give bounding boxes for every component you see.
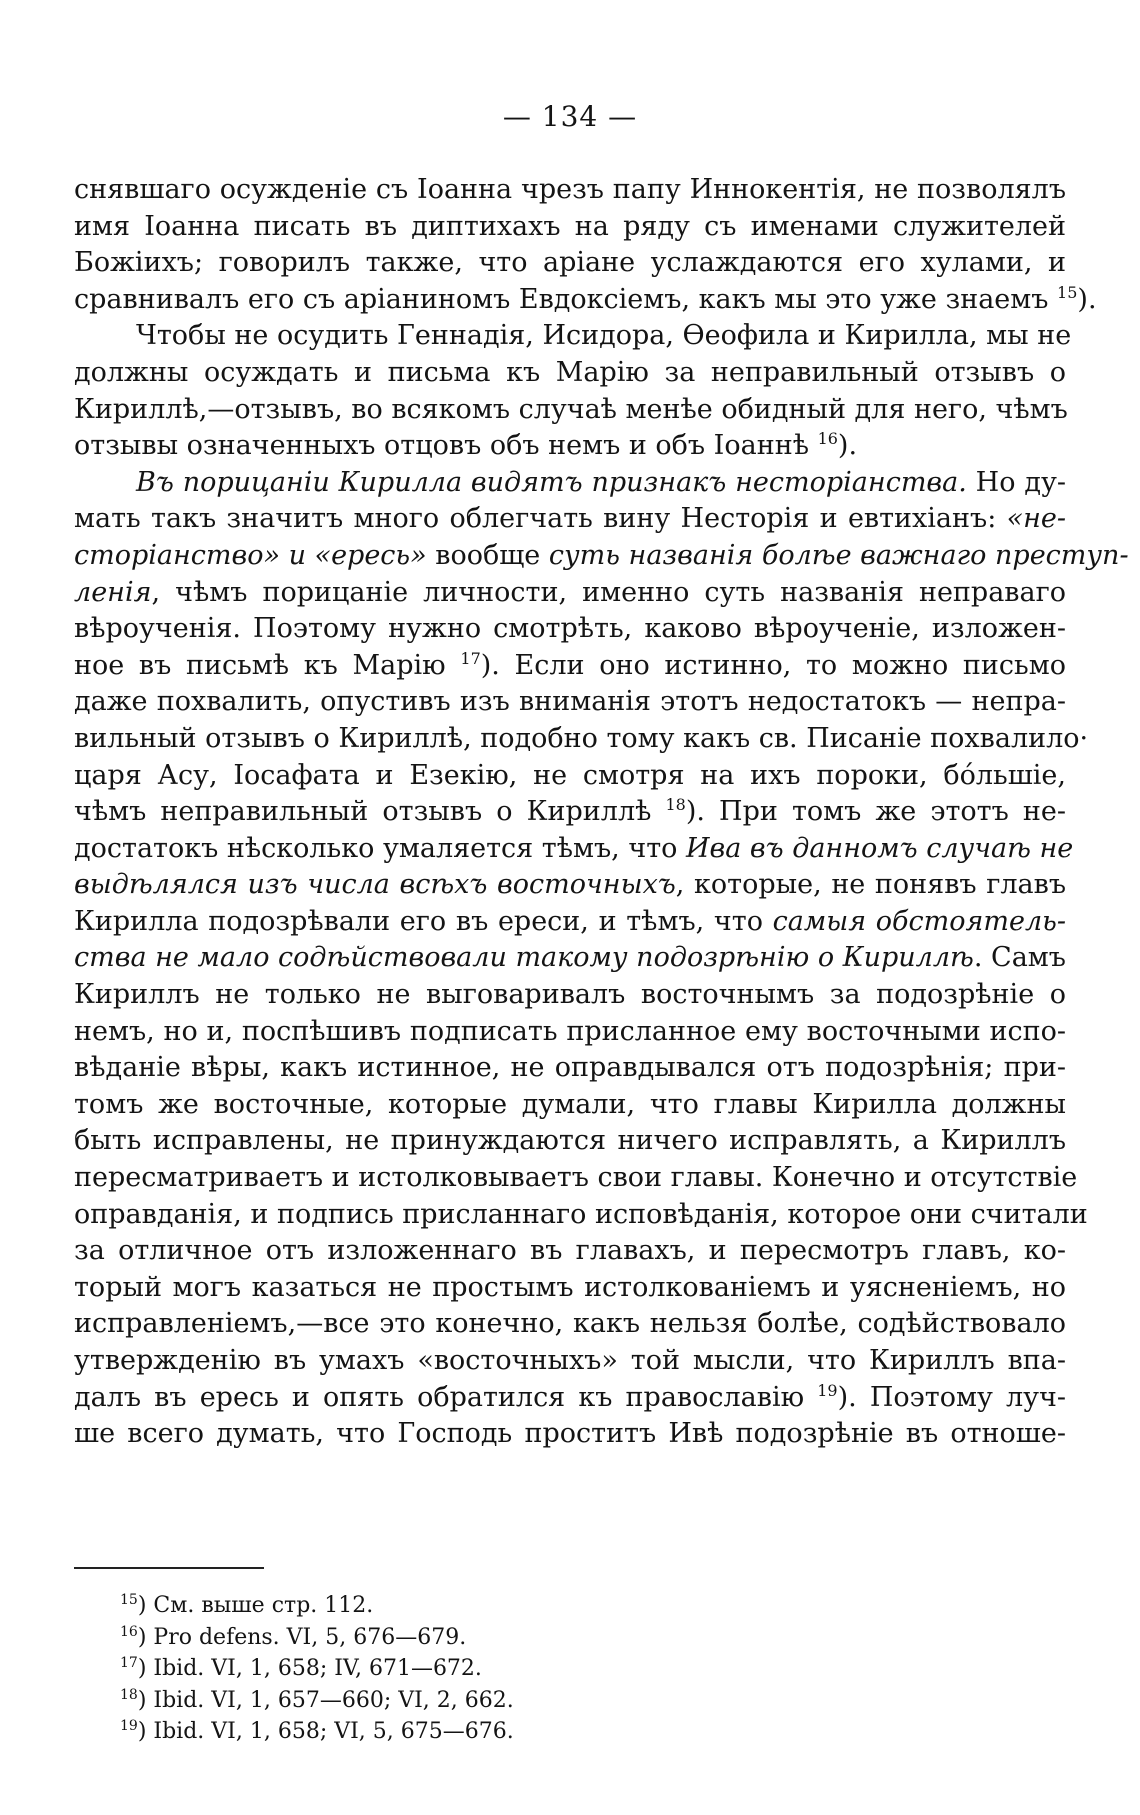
text-line: должны осуждать и письма къ Марію за неправильный отзывъ о [74,356,1066,388]
footnote-divider [74,1567,264,1569]
footnote: $^{19}$) Ibid. VI, 1, 658; VI, 5, 675—676. [120,1718,514,1744]
footnote: $^{16}$) Pro defens. VI, 5, 676—679. [120,1623,467,1650]
text-line: Кирилла подозрѣвали его въ ереси, и тѣмъ, что самыя обстоятель- [74,905,1066,937]
text-line: даже похвалить, опустивъ изъ вниманія этотъ недостатокъ — непра- [74,686,1066,718]
footnote: $^{15}$) См. выше стр. 112. [120,1592,374,1618]
text-line: сторіанство» и «ересь» вообще суть названія болѣе важнаго преступ- [74,539,1129,571]
footnote: $^{17}$) Ibid. VI, 1, 658; IV, 671—672. [120,1655,482,1681]
text-line: царя Асу, Іосафата и Езекію, не смотря на ихъ пороки, бóльшіе, [74,759,1066,791]
text-line: сравнивалъ его съ аріаниномъ Евдоксіемъ, какъ мы это уже знаемъ $^{15}$). [74,282,1097,315]
text-line: ленія, чѣмъ порицаніе личности, именно суть названія неправаго [74,576,1066,608]
footnote-ref: 16 [817,429,838,449]
text-line: выдѣлялся изъ числа всѣхъ восточныхъ, которые, не понявъ главъ [74,869,1066,901]
text-line: снявшаго осужденіе съ Іоанна чрезъ папу Иннокентія, не позволялъ [74,174,1066,205]
footnote-ref: 19 [817,1380,838,1400]
text-line: ше всего думать, что Господь проститъ Ивѣ подозрѣніе въ отноше- [74,1418,1066,1450]
text-line: чѣмъ неправильный отзывъ о Кириллѣ $^{18}$). При томъ же этотъ не- [74,795,1066,828]
text-line: достатокъ нѣсколько умаляется тѣмъ, что Ива въ данномъ случаѣ не [74,832,1074,864]
footnote-ref: 18 [665,795,686,815]
footnote: $^{18}$) Ibid. VI, 1, 657—660; VI, 2, 662. [120,1686,514,1713]
footnote-ref: 15 [1057,282,1078,302]
page-number: — 134 — [502,100,638,133]
footnote-number: 18 [120,1686,138,1703]
text-line: утвержденію въ умахъ «восточныхъ» той мысли, что Кириллъ впа- [74,1345,1066,1376]
text-line: вѣроученія. Поэтому нужно смотрѣть, каково вѣроученіе, изложен- [74,613,1066,645]
text-line: Кириллъ не только не выговаривалъ восточнымъ за подозрѣніе о [74,979,1066,1011]
text-line: имя Іоанна писать въ диптихахъ на ряду съ именами служителей [74,210,1066,242]
text-line: быть исправлены, не принуждаются ничего исправлять, а Кириллъ [74,1125,1066,1157]
text-line: Божіихъ; говорилъ также, что аріане услаждаются его хулами, и [74,247,1066,279]
footnotes [120,1590,920,1748]
text-line: оправданія, и подпись присланнаго исповѣданія, которое они считали [74,1198,1088,1230]
text-line: томъ же восточные, которые думали, что главы Кирилла должны [74,1088,1066,1120]
text-line: за отличное отъ изложеннаго въ главахъ, и пересмотръ главъ, ко- [74,1235,1066,1267]
text-line: ства не мало содѣйствовали такому подозрѣнію о Кириллѣ. Самъ [74,942,1066,974]
footnote-number: 16 [120,1623,138,1640]
text-line: торый могъ казаться не простымъ истолкованіемъ и уясненіемъ, но [74,1271,1066,1303]
text-line: мать такъ значитъ много облегчать вину Несторія и евтихіанъ: «не- [74,503,1066,535]
text-line: пересматриваетъ и истолковываетъ свои главы. Конечно и отсутствіе [74,1162,1078,1194]
text-line: отзывы означенныхъ отцовъ объ немъ и объ Іоаннѣ $^{16}$). [74,429,858,462]
text-line: вильный отзывъ о Кириллѣ, подобно тому какъ св. Писаніе похвалило· [74,722,1089,754]
body-text [74,172,1129,1453]
footnote-number: 17 [120,1655,138,1671]
text-line: исправленіемъ,—все это конечно, какъ нельзя болѣе, содѣйствовало [74,1308,1066,1340]
text-line: Въ порицаніи Кирилла видятъ признакъ несторіанства. Но ду- [136,466,1066,498]
text-line: Кириллѣ,—отзывъ, во всякомъ случаѣ менѣе обидный для него, чѣмъ [74,393,1068,425]
footnote-number: 19 [120,1718,138,1734]
text-line: ное въ письмѣ къ Марію $^{17}$). Если оно истинно, то можно письмо [74,648,1066,681]
text-line: Чтобы не осудить Геннадія, Исидора, Ѳеофила и Кирилла, мы не [136,320,1072,352]
text-line: немъ, но и, поспѣшивъ подписать присланное ему восточными испо- [74,1015,1066,1047]
footnote-number: 15 [120,1592,138,1608]
text-line: далъ въ ересь и опять обратился къ православію $^{19}$). Поэтому луч- [74,1380,1066,1413]
text-line: вѣданіе вѣры, какъ истинное, не оправдывался отъ подозрѣнія; при- [74,1052,1066,1084]
footnote-ref: 17 [460,648,481,668]
